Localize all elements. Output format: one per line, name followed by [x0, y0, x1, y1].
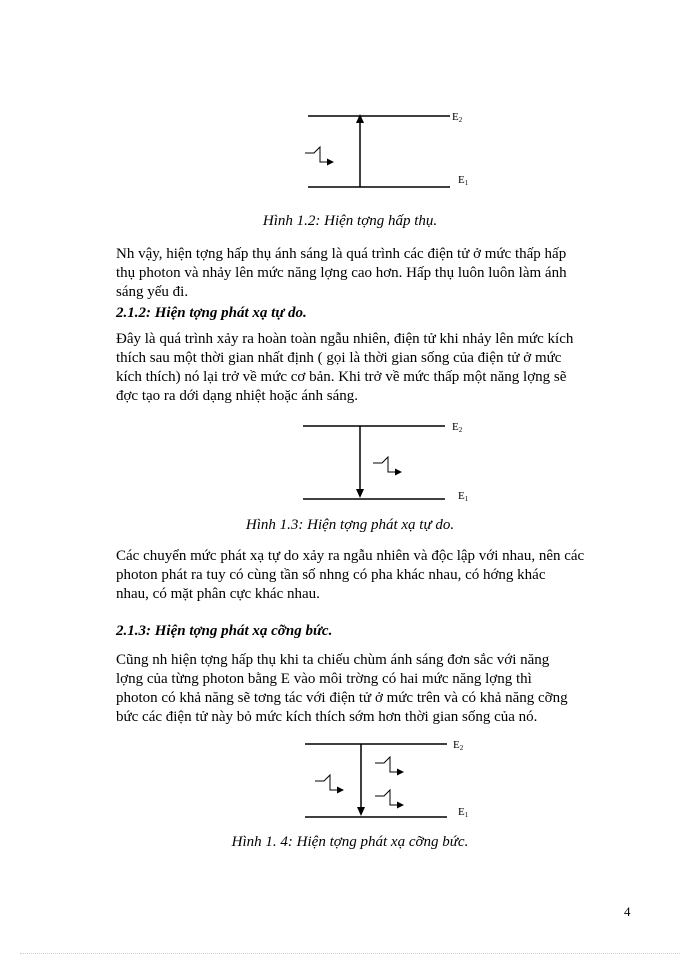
emitted-photon-icon — [375, 790, 404, 809]
figure-1-4-caption: Hình 1. 4: Hiện tợng phát xạ cỡng bức. — [231, 834, 469, 850]
level-e2-label: E2 — [452, 111, 463, 124]
text-line: kích thích) nó lại trở về mức cơ bản. Khi trở về mức thấp một năng lợng sẽ — [116, 369, 567, 385]
text-line: đợc tạo ra dới dạng nhiệt hoặc ánh sáng. — [116, 388, 359, 404]
text-line: sáng yếu đi. — [116, 284, 189, 300]
text-line: Nh vậy, hiện tợng hấp thụ ánh sáng là quá trình các điện tử ở mức thấp hấp — [116, 246, 567, 262]
level-e1-label: E1 — [458, 806, 469, 819]
section-heading-2-1-3: 2.1.3: Hiện tợng phát xạ cỡng bức. — [116, 623, 333, 639]
text-line: nhau, có mặt phân cực khác nhau. — [116, 586, 320, 602]
page-bottom-divider — [20, 953, 680, 954]
level-e1-label: E1 — [458, 174, 469, 187]
figure-stimulated-emission-diagram — [300, 733, 480, 828]
level-e1-label: E1 — [458, 490, 469, 503]
text-line: Cũng nh hiện tợng hấp thụ khi ta chiếu chùm ánh sáng đơn sắc với năng — [116, 652, 550, 668]
incoming-photon-icon — [305, 147, 334, 166]
text-line: lợng của từng photon bằng E vào môi trờng có hai mức năng lợng thì — [116, 671, 532, 687]
figure-1-3-caption: Hình 1.3: Hiện tợng phát xạ tự do. — [245, 517, 455, 533]
emitted-photon-icon — [373, 457, 402, 476]
text-line: thích sau một thời gian nhất định ( gọi là thời gian sống của điện tử ở mức — [116, 350, 562, 366]
text-line: bức các điện tử này bỏ mức kích thích sớm hơn thời gian sống của nó. — [116, 709, 538, 725]
text-line: Đây là quá trình xảy ra hoàn toàn ngẫu nhiên, điện tử khi nhảy lên mức kích — [116, 331, 574, 347]
figure-1-2-caption: Hình 1.2: Hiện tợng hấp thụ. — [262, 213, 438, 229]
paragraph-spontaneous-properties — [116, 547, 636, 604]
emission-arrowhead — [357, 807, 365, 816]
text-line: thụ photon và nhảy lên mức năng lợng cao hơn. Hấp thụ luôn luôn làm ánh — [116, 265, 567, 281]
page-number: 4 — [624, 904, 631, 919]
section-heading-2-1-2: 2.1.2: Hiện tợng phát xạ tự do. — [116, 305, 307, 321]
paragraph-absorption — [116, 245, 636, 302]
text-line: photon phát ra tuy có cùng tần số nhng có pha khác nhau, có hớng khác — [116, 567, 546, 583]
level-e2-label: E2 — [453, 739, 464, 752]
level-e2-label: E2 — [452, 421, 463, 434]
emission-arrowhead — [356, 489, 364, 498]
figure-absorption-diagram — [300, 105, 480, 200]
paragraph-spontaneous-emission — [116, 330, 636, 406]
text-line: photon có khả năng sẽ tơng tác với điện tử ở mức trên và có khả năng cỡng — [116, 690, 568, 706]
incoming-photon-icon — [315, 775, 344, 794]
stimulated-photon-icon — [375, 757, 404, 776]
figure-spontaneous-emission-diagram — [300, 415, 480, 510]
text-line: Các chuyển mức phát xạ tự do xảy ra ngẫu nhiên và độc lập với nhau, nên các — [116, 548, 585, 564]
paragraph-stimulated-emission — [116, 651, 636, 727]
